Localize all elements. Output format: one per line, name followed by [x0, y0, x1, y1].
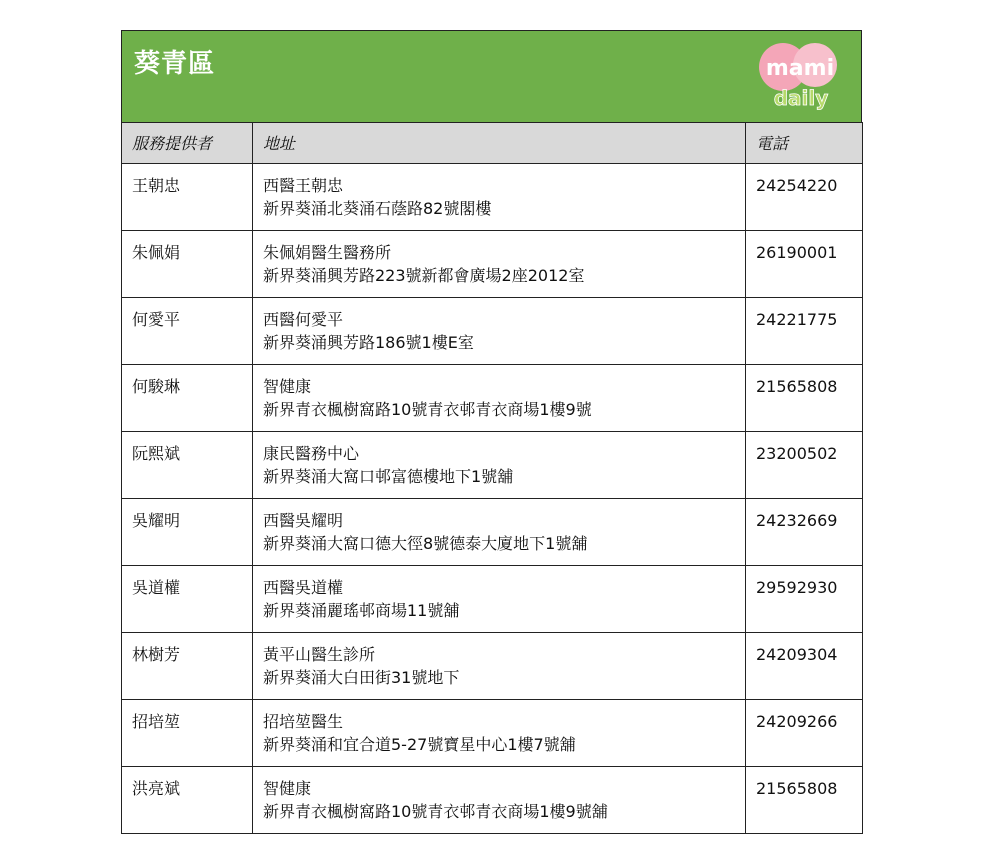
phone-cell: 21565808 — [746, 767, 863, 834]
provider-cell: 何駿琳 — [122, 365, 253, 432]
address-cell — [253, 700, 746, 767]
clinic-name: 西醫何愛平 — [263, 310, 344, 329]
clinic-name: 康民醫務中心 — [263, 444, 360, 463]
table-row — [122, 767, 863, 834]
clinic-address: 新界葵涌和宜合道5-27號寶星中心1樓7號舖 — [263, 735, 576, 754]
provider-cell: 吳耀明 — [122, 499, 253, 566]
address-cell — [253, 432, 746, 499]
header-provider: 服務提供者 — [122, 123, 253, 164]
clinic-name: 西醫吳耀明 — [263, 511, 344, 530]
clinic-address: 新界青衣楓樹窩路10號青衣邨青衣商場1樓9號 — [263, 400, 592, 419]
table-row — [122, 499, 863, 566]
clinic-address: 新界葵涌大白田街31號地下 — [263, 668, 460, 687]
clinic-name: 智健康 — [263, 377, 312, 396]
svg-text:mami: mami — [765, 56, 835, 81]
district-title: 葵青區 — [134, 49, 216, 79]
provider-cell: 林樹芳 — [122, 633, 253, 700]
provider-cell: 阮熙斌 — [122, 432, 253, 499]
clinic-address: 新界葵涌大窩口邨富德樓地下1號舖 — [263, 467, 514, 486]
provider-cell: 朱佩娟 — [122, 231, 253, 298]
address-cell — [253, 499, 746, 566]
phone-cell: 24232669 — [746, 499, 863, 566]
phone-cell: 24209304 — [746, 633, 863, 700]
clinic-list-sheet — [121, 30, 862, 834]
provider-cell: 何愛平 — [122, 298, 253, 365]
district-banner — [121, 30, 862, 122]
table-row — [122, 700, 863, 767]
provider-cell: 洪亮斌 — [122, 767, 253, 834]
table-row — [122, 633, 863, 700]
table-row — [122, 298, 863, 365]
address-cell — [253, 231, 746, 298]
table-row — [122, 164, 863, 231]
phone-cell: 26190001 — [746, 231, 863, 298]
header-address: 地址 — [253, 123, 746, 164]
clinic-name: 西醫吳道權 — [263, 578, 344, 597]
table-row — [122, 365, 863, 432]
phone-cell: 23200502 — [746, 432, 863, 499]
provider-cell: 吳道權 — [122, 566, 253, 633]
provider-cell: 招培堃 — [122, 700, 253, 767]
address-cell — [253, 633, 746, 700]
address-cell — [253, 298, 746, 365]
table-row — [122, 432, 863, 499]
phone-cell: 24221775 — [746, 298, 863, 365]
address-cell — [253, 767, 746, 834]
address-cell — [253, 164, 746, 231]
header-phone: 電話 — [746, 123, 863, 164]
table-row — [122, 231, 863, 298]
address-cell — [253, 365, 746, 432]
table-row — [122, 566, 863, 633]
clinic-address: 新界葵涌麗瑤邨商場11號舖 — [263, 601, 460, 620]
table-header-row — [122, 123, 863, 164]
clinic-address: 新界葵涌大窩口德大徑8號德泰大廈地下1號舖 — [263, 534, 588, 553]
clinic-name: 智健康 — [263, 779, 312, 798]
clinic-address: 新界葵涌興芳路223號新都會廣場2座2012室 — [263, 266, 585, 285]
phone-cell: 21565808 — [746, 365, 863, 432]
provider-cell: 王朝忠 — [122, 164, 253, 231]
clinic-name: 朱佩娟醫生醫務所 — [263, 243, 392, 262]
clinic-name: 招培堃醫生 — [263, 712, 344, 731]
clinic-address: 新界青衣楓樹窩路10號青衣邨青衣商場1樓9號舖 — [263, 802, 608, 821]
phone-cell: 24254220 — [746, 164, 863, 231]
address-cell — [253, 566, 746, 633]
clinic-name: 黃平山醫生診所 — [263, 645, 376, 664]
phone-cell: 29592930 — [746, 566, 863, 633]
clinic-address: 新界葵涌北葵涌石蔭路82號閣樓 — [263, 199, 492, 218]
clinic-address: 新界葵涌興芳路186號1樓E室 — [263, 333, 474, 352]
mami-daily-logo — [757, 39, 843, 115]
svg-text:daily: daily — [773, 86, 829, 110]
phone-cell: 24209266 — [746, 700, 863, 767]
clinic-name: 西醫王朝忠 — [263, 176, 344, 195]
clinic-table — [121, 122, 863, 834]
